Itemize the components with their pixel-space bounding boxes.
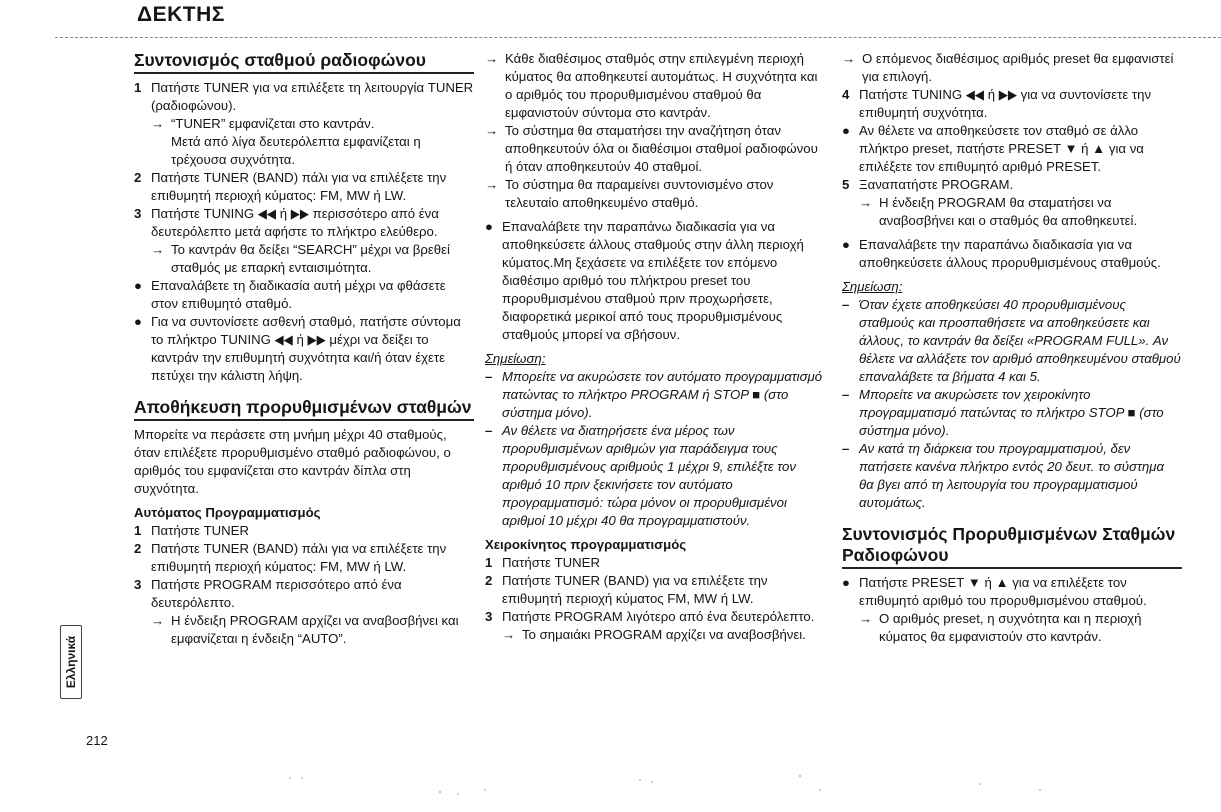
auto-result-r2: → Το σύστημα θα σταματήσει την αναζήτηση όταν αποθηκευτούν όλα οι διαθέσιμοι σταθμοί ραδιοφώνου ή όταν αποθηκευτούν 40 σταθμοί.	[485, 123, 818, 174]
manual-step-4: 4 Πατήστε TUNING ◀◀ ή ▶▶ για να συντονίσετε την επιθυμητή συχνότητα.	[842, 87, 1152, 120]
auto-step-3: 3 Πατήστε PROGRAM περισσότερο από ένα δευτερόλεπτο.	[134, 577, 402, 610]
section-title-tuning: Συντονισμός σταθμού ραδιοφώνου	[134, 50, 474, 74]
auto-step-1: 1 Πατήστε TUNER	[134, 523, 250, 538]
intro-paragraph: Μπορείτε να περάσετε στη μνήμη μέχρι 40 σταθμούς, όταν επιλέξετε προρυθμισμένο σταθμό ραδιοφώνου, ο αριθμός του εμφανίζεται στο καντράν δίπλα στη συχνότητα.	[134, 427, 451, 496]
language-tab: Ελληνικά	[60, 625, 82, 699]
page-header: ΔΕΚΤΗΣ	[137, 3, 225, 26]
auto-result-r1: → Κάθε διαθέσιμος σταθμός στην επιλεγμένη περιοχή κύματος θα αποθηκευτεί αυτομάτως. Η συχνότητα και ο αριθμός του προρυθμισμένου σταθμού θα εμφανιστούν σύντομα στο καντράν.	[485, 51, 818, 120]
note-cancel-auto: – Μπορείτε να ακυρώσετε τον αυτόματο προγραμματισμό πατώντας το πλήκτρο PROGRAM ή STOP ■ (στο σύστημα μόνο).	[485, 369, 823, 420]
bullet-press-preset: ● Πατήστε PRESET ▼ ή ▲ για να επιλέξετε τον επιθυμητό αριθμό του προρυθμισμένου σταθμού.	[842, 575, 1147, 608]
result-3a: → Το καντράν θα δείξει “SEARCH” μέχρι να βρεθεί σταθμός με επαρκή ενταισιμότητα.	[151, 242, 450, 275]
auto-result-3a: → Η ένδειξη PROGRAM αρχίζει να αναβοσβήνει και εμφανίζεται η ένδειξη “AUTO”.	[151, 613, 459, 646]
subheading-auto: Αυτόματος Προγραμματισμός	[134, 505, 321, 520]
note-cancel-manual: – Μπορείτε να ακυρώσετε τον χειροκίνητο προγραμματισμό πατώντας το πλήκτρο STOP ■ (στο σύστημα μόνο).	[842, 387, 1164, 438]
bullet-other-preset: ● Αν θέλετε να αποθηκεύσετε τον σταθμό σε άλλο πλήκτρο preset, πατήστε PRESET ▼ ή ▲ για να επιλέξετε τον επιθυμητό αριθμό PRESET.	[842, 123, 1144, 174]
manual-step-2: 2 Πατήστε TUNER (BAND) για να επιλέξετε την επιθυμητή περιοχή κύματος FM, MW ή LW.	[485, 573, 768, 606]
step-2: 2 Πατήστε TUNER (BAND) πάλι για να επιλέξετε την επιθυμητή περιοχή κύματος: FM, MW ή LW.	[134, 170, 447, 203]
top-rule	[55, 37, 1221, 38]
bullet-other-band: ● Επαναλάβετε την παραπάνω διαδικασία για να αποθηκεύσετε άλλους σταθμούς στην άλλη περιοχή κύματος.Μη ξεχάσετε να επιλέξετε τον επόμενο διαθέσιμο αριθμό του πλήκτρου preset του προρυθμισμένου σταθμού πριν προχωρήσετε, διαφορετικά μερικοί από τους προρυθμισμένους σταθμούς μπορεί να σβήσουν.	[485, 219, 804, 342]
manual-result-5a: → Η ένδειξη PROGRAM θα σταματήσει να αναβοσβήνει και ο σταθμός θα αποθηκευτεί.	[859, 195, 1138, 228]
auto-step-2: 2 Πατήστε TUNER (BAND) πάλι για να επιλέξετε την επιθυμητή περιοχή κύματος: FM, MW ή LW.	[134, 541, 447, 574]
bullet-repeat-manual: ● Επαναλάβετε την παραπάνω διαδικασία για να αποθηκεύσετε άλλους προρυθμισμένους σταθμούς.	[842, 237, 1161, 270]
note-timeout: – Αν κατά τη διάρκεια του προγραμματισμού, δεν πατήσετε κανένα πλήκτρο εντός 20 δευτ. το σύστημα θα βγει από τη λειτουργία του προγραμματισμού αυτομάτως.	[842, 441, 1165, 510]
column-3	[842, 50, 1182, 646]
manual-result-3a: → Το σημαιάκι PROGRAM αρχίζει να αναβοσβήνει.	[502, 627, 806, 642]
section-title-tuning-presets: Συντονισμός Προρυθμισμένων Σταθμών Ραδιοφώνου	[842, 524, 1182, 569]
result-1a: → “TUNER” εμφανίζεται στο καντράν.	[151, 116, 375, 131]
note-label: Σημείωση:	[485, 351, 546, 366]
bullet-repeat: ● Επαναλάβετε τη διαδικασία αυτή μέχρι να φθάσετε στον επιθυμητό σταθμό.	[134, 278, 446, 311]
column-1	[134, 50, 474, 648]
subheading-manual: Χειροκίνητος προγραμματισμός	[485, 537, 687, 552]
section-title-storing: Αποθήκευση προρυθμισμένων σταθμών	[134, 397, 474, 421]
note-keep-presets: – Αν θέλετε να διατηρήσετε ένα μέρος των προρυθμισμένων αριθμών για παράδειγμα τους προρυθμισμένους αριθμούς 1 μέχρι 9, επιλέξτε τον αριθμό 10 πριν ξεκινήσετε τον αυτόματο προγραμματισμό: τώρα μόνον οι προρυθμισμένοι αριθμοί 10 μέχρι 40 θα προγραμματιστούν.	[485, 423, 796, 528]
manual-step-3: 3 Πατήστε PROGRAM λιγότερο από ένα δευτερόλεπτο.	[485, 609, 815, 624]
step-3: 3 Πατήστε TUNING ◀◀ ή ▶▶ περισσότερο από ένα δευτερόλεπτο μετά αφήστε το πλήκτρο ελεύθερο.	[134, 206, 439, 239]
column-2	[485, 50, 823, 644]
note-label-2: Σημείωση:	[842, 279, 903, 294]
auto-result-r3: → Το σύστημα θα παραμείνει συντονισμένο στον τελευταίο αποθηκευμένο σταθμό.	[485, 177, 774, 210]
manual-result-next: → Ο επόμενος διαθέσιμος αριθμός preset θα εμφανιστεί για επιλογή.	[842, 51, 1174, 84]
manual-step-5: 5 Ξαναπατήστε PROGRAM.	[842, 177, 1014, 192]
scan-noise	[280, 770, 1080, 800]
bullet-weak-station: ● Για να συντονίσετε ασθενή σταθμό, πατήστε σύντομα το πλήκτρο TUNING ◀◀ ή ▶▶ μέχρι να δείξει το καντράν την επιθυμητή συχνότητα και/ή όταν έχετε πετύχει την κάλιστη λήψη.	[134, 314, 461, 383]
note-program-full: – Όταν έχετε αποθηκεύσει 40 προρυθμισμένους σταθμούς και προσπαθήσετε να αποθηκεύσετε και άλλους, το καντράν θα δείξει «PROGRAM FULL». Αν θέλετε να αλλάξετε τον αριθμό αποθηκευμένου σταθμού επαναλάβετε τα βήματα 4 και 5.	[842, 297, 1181, 384]
result-1b: Μετά από λίγα δευτερόλεπτα εμφανίζεται η τρέχουσα συχνότητα.	[171, 134, 421, 167]
step-1: 1 Πατήστε TUNER για να επιλέξετε τη λειτουργία TUNER (ραδιοφώνου).	[134, 80, 474, 113]
preset-result: → Ο αριθμός preset, η συχνότητα και η περιοχή κύματος θα εμφανιστούν στο καντράν.	[859, 611, 1142, 644]
manual-step-1: 1 Πατήστε TUNER	[485, 555, 601, 570]
page-number: 212	[86, 733, 108, 748]
